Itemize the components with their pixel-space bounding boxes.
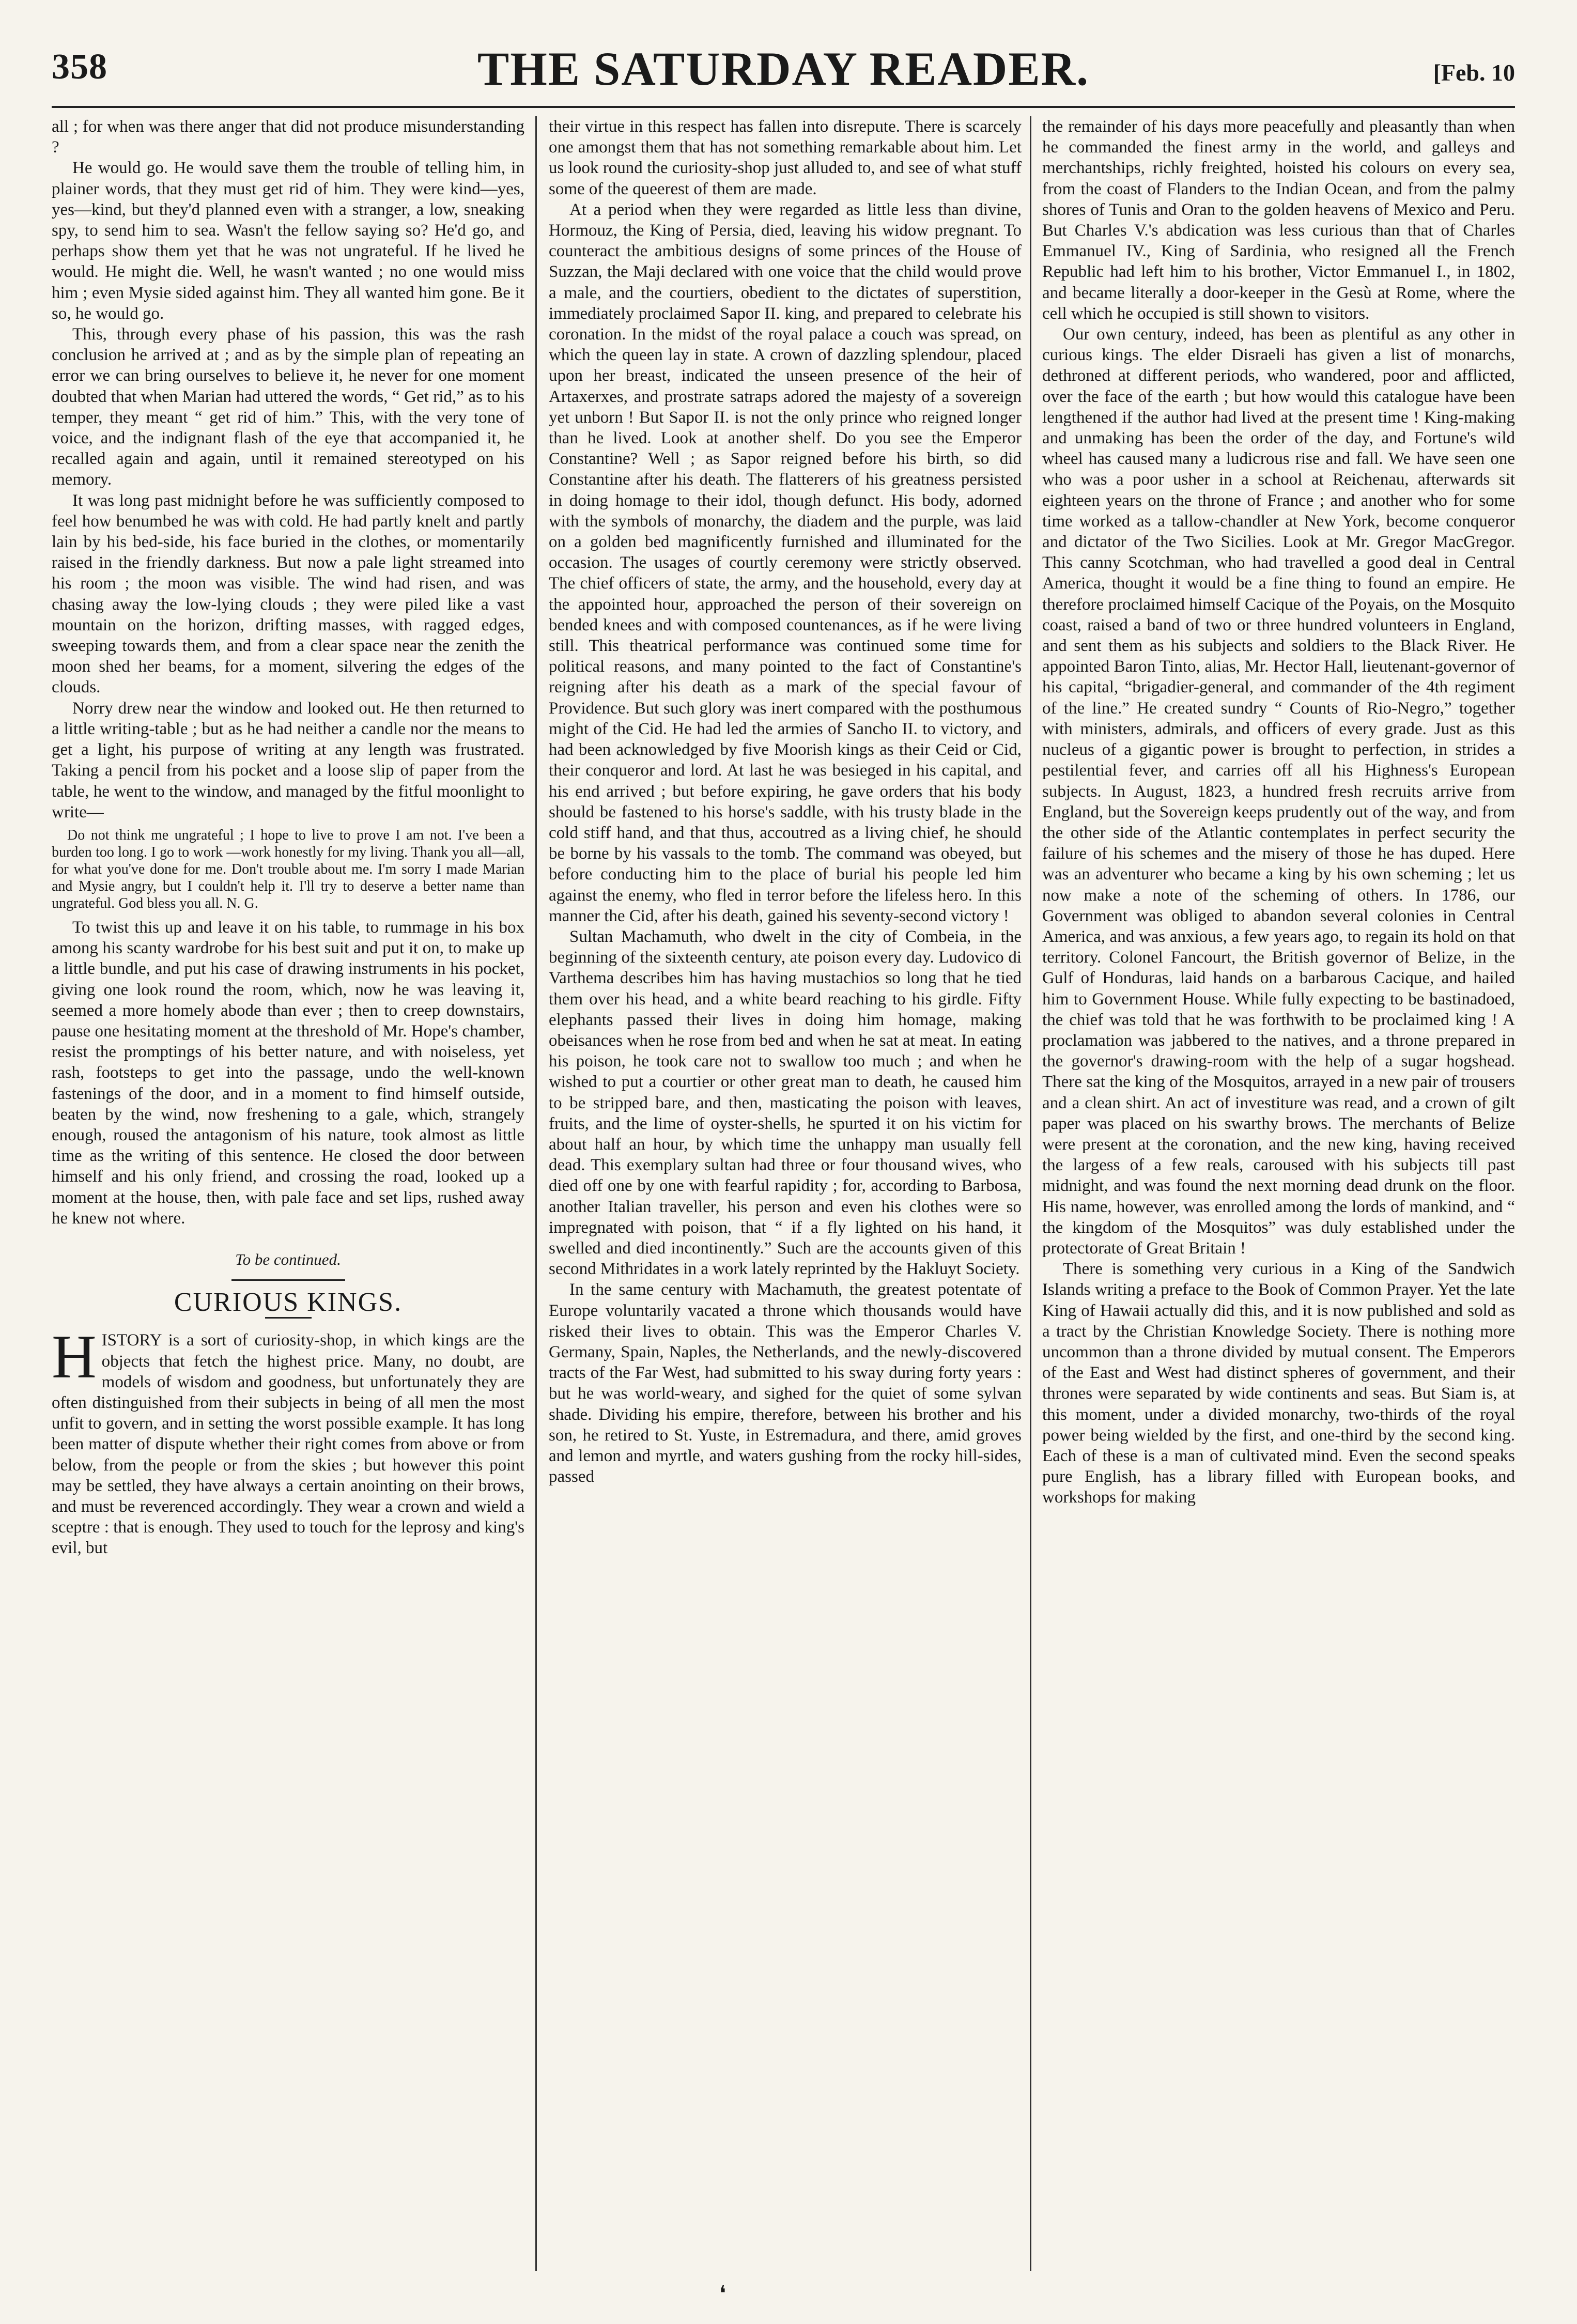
issue-date: [Feb. 10 xyxy=(1433,59,1515,86)
column-divider-2 xyxy=(1030,116,1031,2271)
section-rule xyxy=(231,1279,345,1281)
page-header xyxy=(52,41,1515,98)
article-title: CURIOUS KINGS. xyxy=(174,1288,403,1318)
paragraph: To twist this up and leave it on his table, to rummage in his box among his scanty wardrobe for his best suit and put it on, to make up a little bundle, and put his case of drawing instruments in his pocket, giving one look round the room, which, now he was leaving it, seemed a more homely abode than ever ; then to creep downstairs, pause one hesitating moment at the threshold of Mr. Hope's chamber, resist the promptings of his better nature, and with noiseless, yet rash, footsteps to get into the passage, undo the well-known fastenings of the door, and in a moment to find himself outside, beaten by the wind, now freshening to a gale, which, strangely enough, roused the antagonism of his nature, took almost as little time as the writing of this sentence. He closed the door between himself and his only friend, and crossing the road, looked up a moment at the house, then, with pale face and set lips, rushed away he knew not where. xyxy=(52,918,524,1228)
paragraph: At a period when they were regarded as little less than divine, Hormouz, the King of Persia, died, leaving his widow pregnant. To counteract the ambitious designs of some princes of the House of Suzzan, the Maji declared with one voice that the child would prove a male, and the courtiers, obedient to the dictates of superstition, immediately proclaimed Sapor II. king, and prepared to celebrate his coronation. In the midst of the royal palace a couch was spread, on which the queen lay in state. A crown of dazzling splendour, placed upon her breast, indicated the unseen presence of the heir of Artaxerxes, and prostrate satraps adored the majesty of a sovereign yet unborn ! But Sapor II. is not the only prince who reigned longer than he lived. Look at another shelf. Do you see the Emperor Constantine? Well ; as Sapor reigned before his birth, so did Constantine after his death. The flatterers of his greatness persisted in doing homage to their idol, though defunct. His body, adorned with the symbols of monarchy, the diadem and the purple, was laid on a golden bed magnificently furnished and illuminated for the occasion. The usages of courtly ceremony were strictly observed. The chief officers of state, the army, and the household, every day at the appointed hour, approached the person of their sovereign on bended knees and with composed countenances, as if he were living still. This theatrical performance was continued some time for political reasons, and many pointed to the fact of Constantine's reigning after his death as a mark of the special favour of Providence. But such glory was inert compared with the posthumous might of the Cid. He had led the armies of Sancho II. to victory, and had been acknowledged by five Moorish kings as their Ceid or Cid, their conqueror and lord. At last he was besieged in his capital, and his end arrived ; but before expiring, he gave orders that his body should be fastened to his horse's saddle, with his trusty blade in the cold stiff hand, and that thus, accoutred as a living chief, he should be borne by his vassals to the tomb. The command was obeyed, but before conducting him to the place of burial his people led him against the enemy, who fled in terror before the lifeless hero. In this manner the Cid, after his death, gained his seventy-second victory ! xyxy=(549,200,1022,925)
title-rule xyxy=(265,1317,312,1319)
column-2 xyxy=(549,116,1022,2286)
column-1 xyxy=(52,116,524,2286)
masthead-title: THE SATURDAY READER. xyxy=(477,42,1090,95)
header-rule xyxy=(52,106,1515,108)
paragraph: He would go. He would save them the trouble of telling him, in plainer words, that they must get rid of him. They were kind—yes, yes—kind, but they'd planned even with a stranger, a low, sneaking spy, to send him to sea. Wasn't the fellow saying so? He'd go, and perhaps show them yet that he was not ungrateful. If he lived he would. He might die. Well, he wasn't wanted ; no one would miss him ; even Mysie sided against him. They all wanted him gone. Be it so, he would go. xyxy=(52,159,524,323)
paragraph xyxy=(52,1322,524,1558)
paragraph: Norry drew near the window and looked out. He then returned to a little writing-table ; but as he had neither a candle nor the means to get a light, his purpose of writing at any length was frustrated. Taking a pencil from his pocket and a loose slip of paper from the table, he went to the window, and managed by the fitful moonlight to write— xyxy=(52,699,524,822)
quoted-letter: Do not think me ungrateful ; I hope to live to prove I am not. I've been a burden too long. I go to work —work honestly for my living. Thank you all—all, for what you've done for me. Don't trouble about me. I'm sorry I made Marian and Mysie angry, but I couldn't help it. I'll try to deserve a better name than ungrateful. God bless you all. N. G. xyxy=(52,827,524,911)
paragraph: their virtue in this respect has fallen into disrepute. There is scarcely one amongst them that has not something remarkable about him. Let us look round the curiosity-shop just alluded to, and see of what stuff some of the queerest of them are made. xyxy=(549,117,1022,198)
paragraph: There is something very curious in a King of the Sandwich Islands writing a preface to the Book of Common Prayer. Yet the late King of Hawaii actually did this, and it is now published and sold as a tract by the Christian Knowledge Society. There is nothing more uncommon than a throne divided by mutual consent. The Emperors of the East and West had distinct spheres of government, and their thrones were separated by wide continents and seas. But Siam is, at this moment, under a divided monarchy, two-thirds of the royal power being wielded by the first, and one-third by the second king. Each of these is a man of cultivated mind. Even the second speaks pure English, has a library filled with European books, and workshops for making xyxy=(1042,1260,1515,1507)
paragraph: In the same century with Machamuth, the greatest potentate of Europe voluntarily vacated a throne which thousands would have risked their lives to obtain. This was the Emperor Charles V. Germany, Spain, Naples, the Netherlands, and the newly-discovered tracts of the Far West, had submitted to his sway during forty years : but he was world-weary, and sighed for the quiet of some sylvan shade. Dividing his empire, therefore, between his brother and his son, he retired to St. Yuste, in Estremadura, and there, amid groves and lemon and myrtle, and waters gushing from the rocky hill-sides, passed xyxy=(549,1280,1022,1486)
paragraph: It was long past midnight before he was sufficiently composed to feel how benumbed he was with cold. He had partly knelt and partly lain by his bed-side, his face buried in the clothes, or momentarily raised in the friendly darkness. But now a pale light streamed into his room ; the moon was visible. The wind had risen, and was chasing away the low-lying clouds ; they were piled like a vast mountain on the horizon, drifting masses, with ragged edges, sweeping towards them, and from a clear space near the zenith the moon shed her beams, for a moment, silvering the edges of the clouds. xyxy=(52,491,524,697)
paragraph-text: ISTORY is a sort of curiosity-shop, in which kings are the objects that fetch the highest price. Many, no doubt, are models of wisdom and goodness, but unfortunately they are often distinguished from their subjects in being of all men the most unfit to govern, and in setting the worst possible example. It has long been matter of dispute whether their right comes from above or from below, from the people or from the skies ; but however this point may be settled, they have always a certain anointing on their brows, and must be reverenced accordingly. They wear a crown and wield a sceptre : that is enough. They used to touch for the leprosy and king's evil, but xyxy=(52,1331,524,1558)
paragraph: Our own century, indeed, has been as plentiful as any other in curious kings. The elder Disraeli has given a list of monarchs, dethroned at different periods, who wandered, poor and afflicted, over the face of the earth ; but how would this catalogue have been lengthened if the author had lived at the present time ! King-making and unmaking has been the order of the day, and Fortune's wild wheel has caused many a ludicrous rise and fall. We have seen one who was a poor usher in a school at Reichenau, afterwards sit eighteen years on the throne of France ; and another who for some time worked as a tallow-chandler at New York, become conqueror and dictator of the Two Sicilies. Look at Mr. Gregor MacGregor. This canny Scotchman, who had travelled a good deal in Central America, thought it would be a fine thing to found an empire. He therefore proclaimed himself Cacique of the Poyais, on the Mosquito coast, raised a band of two or three hundred volunteers in England, and sent them as his subjects and soldiers to the Black River. He appointed Baron Tinto, alias, Mr. Hector Hall, lieutenant-governor of his capital, “brigadier-general, and commander of the 4th regiment of the line.” He created sundry “ Counts of Rio-Negro,” together with ministers, admirals, and officers of every grade. Just as this nucleus of a gigantic power is brought to perfection, in strides a pestilential fever, and carries off all his Highness's European subjects. In August, 1823, a hundred fresh recruits arrive from England, but the Sovereign keeps prudently out of the way, and from the other side of the Atlantic contemplates in perfect security the failure of his schemes and the misery of those he has duped. Here was an adventurer who became a king by his own scheming ; let us now make a note of the scheming of others. In 1786, our Government was obliged to abandon several colonies in Central America, and was anxious, a few years ago, to regain its hold on that territory. Colonel Fancourt, the British governor of Belize, in the Gulf of Honduras, laid hands on a barbarous Cacique, and hailed him to Government House. While fully expecting to be bastinadoed, the chief was told that he was forthwith to be proclaimed king ! A proclamation was jabbered to the natives, and a throne prepared in the governor's drawing-room with the help of a sugar hogshead. There sat the king of the Mosquitos, arrayed in a new pair of trousers and a clean shirt. An act of investiture was read, and a crown of gilt paper was placed on his swarthy brows. The merchants of Belize were present at the coronation, and the new king, having received the largess of a few reals, caroused with his subjects till past midnight, and was found the next morning dead drunk on the floor. His name, however, was enrolled among the lords of mankind, and “ the kingdom of the Mosquitos” was duly established under the protectorate of Great Britain ! xyxy=(1042,325,1515,1258)
paragraph: all ; for when was there anger that did not produce misunderstanding ? xyxy=(52,117,524,157)
drop-cap: H xyxy=(52,1322,97,1391)
paragraph: This, through every phase of his passion, this was the rash conclusion he arrived at ; and as by the simple plan of repeating an error we can bring ourselves to believe it, he never for one moment doubted that when Marian had uttered the words, “ Get rid,” as to his temper, they meant “ get rid of him.” This, with the very tone of voice, and the indignant flash of the eye that accompanied it, he recalled again and again, until it remained stereotyped on his memory. xyxy=(52,325,524,489)
to-be-continued: To be continued. xyxy=(235,1250,341,1268)
paragraph: the remainder of his days more peacefully and pleasantly than when he commanded the finest army in the world, and galleys and merchantships, richly freighted, hoisted his colours on every sea, from the coast of Flanders to the Indian Ocean, and from the palmy shores of Tunis and Oran to the golden heavens of Mexico and Peru. But Charles V.'s abdication was less curious than that of Charles Emmanuel IV., King of Sardinia, who resigned all the French Republic had left him to his brother, Victor Emmanuel I., in 1802, and became literally a door-keeper in the Gesù at Rome, where the cell which he occupied is still shown to visitors. xyxy=(1042,117,1515,323)
footer-mark: ❛ xyxy=(719,2282,726,2305)
column-3 xyxy=(1042,116,1515,2286)
column-divider-1 xyxy=(535,116,537,2271)
paragraph: Sultan Machamuth, who dwelt in the city of Combeia, in the beginning of the sixteenth century, ate poison every day. Ludovico di Varthema describes him has having mustachios so long that he tied them over his head, and a white beard reaching to his girdle. Fifty elephants passed their lives in doing him homage, making obeisances when he rose from bed and when he sat at meat. In eating his poison, he took care not to swallow too much ; and when he wished to put a courtier or other great man to death, he caused him to be stripped bare, and then, masticating the poison with leaves, fruits, and the lime of oyster-shells, he spurted it on his victim for about half an hour, by which time the unhappy man usually fell dead. This exemplary sultan had three or four thousand wives, who died off one by one with fearful rapidity ; for, according to Barbosa, another Italian traveller, his person and even his clothes were so impregnated with poison, that “ if a fly lighted on his hand, it swelled and died incontinently.” Such are the accounts given of this second Mithridates in a work lately reprinted by the Hakluyt Society. xyxy=(549,927,1022,1279)
page-number: 358 xyxy=(52,47,107,87)
